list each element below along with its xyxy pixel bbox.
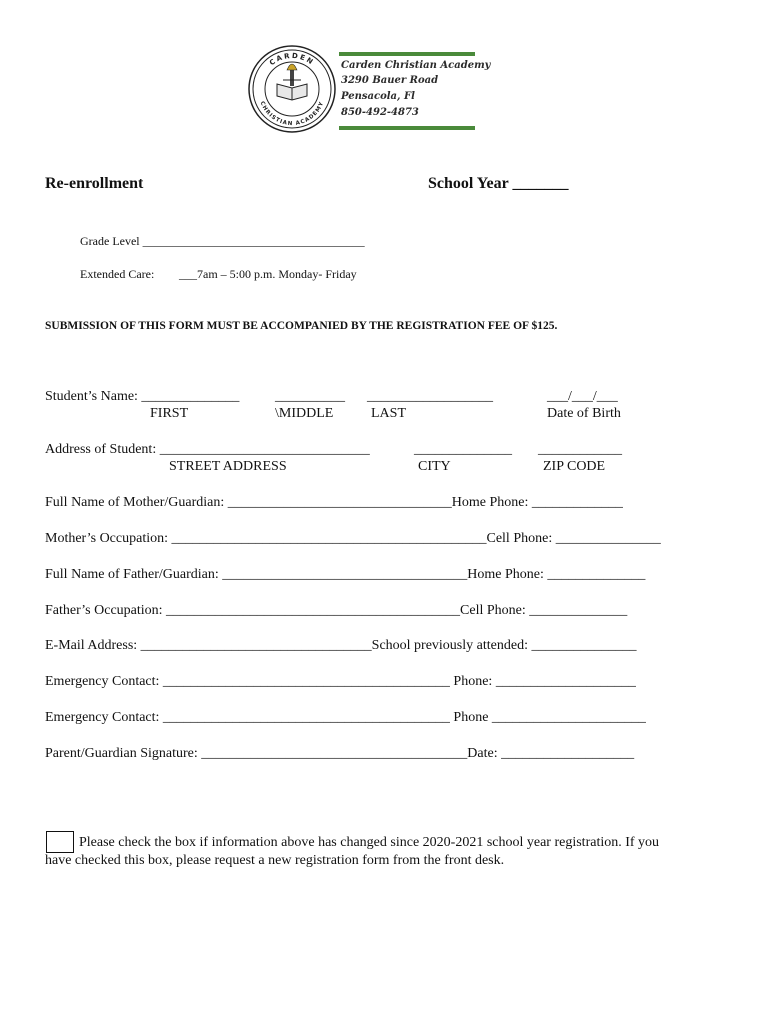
mother-guardian-field[interactable]: Full Name of Mother/Guardian: ________________________________Home Phone: _____________ [45, 495, 623, 510]
student-name-field[interactable]: Student’s Name: ______________ [45, 389, 240, 404]
student-last-blank[interactable]: __________________ [367, 389, 493, 404]
city-sublabel: CITY [418, 459, 451, 474]
last-sublabel: LAST [371, 406, 406, 421]
extended-care-option[interactable]: ___7am – 5:00 p.m. Monday- Friday [179, 267, 357, 281]
school-year-field[interactable]: School Year _______ [428, 175, 569, 192]
form-title: Re-enrollment [45, 175, 144, 192]
checkbox-instruction-line1: Please check the box if information above has changed since 2020-2021 school year registration. If you [79, 835, 660, 850]
fee-notice: SUBMISSION OF THIS FORM MUST BE ACCOMPANIED BY THE REGISTRATION FEE OF $125. [45, 320, 558, 332]
seal-text-top: CARDEN [268, 51, 316, 68]
signature-field[interactable]: Parent/Guardian Signature: ______________________________________Date: ___________________ [45, 746, 635, 761]
father-guardian-field[interactable]: Full Name of Father/Guardian: ___________________________________Home Phone: ______________ [45, 567, 646, 582]
first-sublabel: FIRST [150, 406, 189, 421]
date-of-birth-blank[interactable]: ___/___/___ [547, 389, 618, 404]
seal-text-bottom: CHRISTIAN ACADEMY [258, 100, 326, 128]
zip-sublabel: ZIP CODE [543, 459, 606, 474]
father-occupation-field[interactable]: Father’s Occupation: __________________________________________Cell Phone: ______________ [45, 603, 628, 618]
city-blank[interactable]: ______________ [414, 442, 512, 457]
email-field[interactable]: E-Mail Address: _________________________________School previously attended: _______________ [45, 638, 637, 653]
student-middle-blank[interactable]: __________ [275, 389, 345, 404]
extended-care-label: Extended Care: [80, 267, 155, 281]
zip-blank[interactable]: ____________ [538, 442, 622, 457]
student-address-field[interactable]: Address of Student: ______________________________ [45, 442, 370, 457]
school-logo [247, 44, 491, 134]
mother-occupation-field[interactable]: Mother’s Occupation: _____________________________________________Cell Phone: _______________ [45, 531, 661, 546]
logo-bottom-bar [339, 126, 475, 130]
info-changed-checkbox[interactable] [46, 831, 74, 853]
logo-top-bar [339, 52, 475, 56]
checkbox-instruction-line2: have checked this box, please request a new registration form from the front desk. [45, 853, 505, 868]
street-sublabel: STREET ADDRESS [169, 459, 287, 474]
logo-street: 3290 Bauer Road [341, 75, 439, 86]
school-seal-icon [247, 44, 337, 134]
emergency-contact-field-1[interactable]: Emergency Contact: _________________________________________ Phone: ____________________ [45, 674, 636, 689]
logo-phone: 850-492-4873 [341, 107, 419, 118]
logo-city-state: Pensacola, Fl [341, 91, 415, 102]
middle-sublabel: \MIDDLE [275, 406, 334, 421]
grade-level-field[interactable]: Grade Level _____________________________________ [80, 234, 365, 248]
dob-sublabel: Date of Birth [547, 406, 621, 421]
logo-school-name: Carden Christian Academy [341, 60, 491, 71]
emergency-contact-field-2[interactable]: Emergency Contact: _________________________________________ Phone ______________________ [45, 710, 646, 725]
